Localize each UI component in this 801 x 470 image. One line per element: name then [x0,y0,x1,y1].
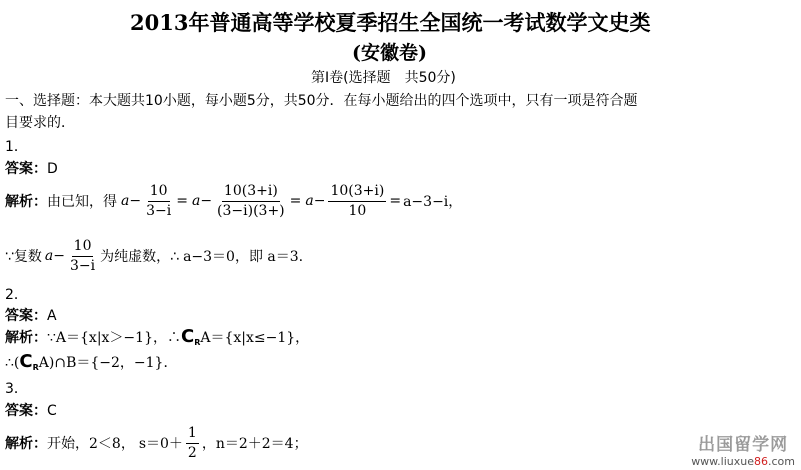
analysis-label: 解析： [5,436,47,452]
q2-answer-value: A [47,308,57,324]
q3-fraction-denominator: 2 [187,444,197,461]
q2-analysis-line-1 [5,326,309,347]
q1-minus-3: − [313,193,326,209]
q1-line2-minus: − [53,248,66,264]
complement-symbol-2: C [19,351,33,372]
q3-answer-value: C [47,403,57,419]
q1-fraction-1-numerator: 10 [148,183,170,201]
complement-subscript: R [194,338,201,347]
complement-symbol: C [180,326,195,347]
q1-minus: − [129,193,142,209]
q1-analysis-line-1 [5,178,462,224]
q1-analysis-line-2 [5,233,303,279]
q1-line2-fraction-denominator: 3−i [70,257,96,274]
volume-heading: 第Ⅰ卷(选择题 共50分) [311,70,456,86]
q3-s: s＝0＋ [138,436,183,452]
q3-number: 3． [5,381,28,397]
document-title: 2013年普通高等学校夏季招生全国统一考试数学文史类 [130,10,651,35]
q1-answer-value: D [47,161,58,177]
q1-line2-fraction [68,238,97,273]
q1-result: a−3−i， [403,194,463,210]
answer-label: 答案： [5,403,47,419]
watermark-name: 出国留学网 [698,435,789,455]
q3-pre: 开始，2＜8， [47,436,135,452]
q2-line1-text: ∵A＝{x|x＞−1}，∴ [47,330,181,346]
watermark-url-pre: www.liuxue [691,455,754,468]
q1-fraction-2 [215,183,287,218]
q1-var-a-3: a [305,193,314,209]
q1-number: 1． [5,139,28,155]
q1-var-a-2: a [191,193,201,209]
q1-var-a: a [121,193,130,209]
analysis-label: 解析： [5,330,47,346]
watermark-url-highlight: 86 [754,455,768,468]
q1-fraction-3 [328,183,386,218]
q1-fraction-3-numerator: 10(3+i) [328,183,386,201]
instruction-line-2: 目要求的． [5,115,75,131]
q1-line2-conclusion: a−3＝0，即 a＝3. [183,249,304,265]
q1-fraction-1 [144,183,173,218]
q2-analysis-line-2 [5,351,177,372]
q1-fraction-1-denominator: 3−i [146,202,172,219]
q3-fraction [186,425,199,460]
q3-fraction-numerator: 1 [186,425,199,443]
watermark-url [691,455,795,468]
q1-equals-1: = [176,193,188,209]
q1-minus-2: − [200,193,213,209]
answer-label: 答案： [5,308,47,324]
q3-post: ，n＝2＋2＝4； [201,436,308,452]
q2-line2-pre: ∴( [5,355,20,371]
analysis-label: 解析： [5,194,47,210]
q1-fraction-2-denominator: (3−i)(3+) [217,202,285,219]
q1-line2-mid: 为纯虚数，∴ [100,249,180,265]
q1-line2-fraction-numerator: 10 [72,238,94,256]
watermark-url-post: .com [768,455,795,468]
q1-equals-3: = [389,193,402,209]
q1-analysis-intro: 由已知，得 [47,194,117,210]
q1-equals-2: = [289,193,302,209]
q1-line2-intro: ∵复数 [5,249,42,265]
q1-fraction-2-numerator: 10(3+i) [222,183,280,201]
complement-subscript-2: R [32,363,39,372]
q3-analysis-line-1 [5,420,308,466]
q3-answer [5,400,57,420]
q2-line2-post: A)∩B＝{−2，−1}． [38,355,178,371]
document-subtitle: (安徽卷) [352,42,427,64]
q1-answer [5,158,58,178]
answer-label: 答案： [5,161,47,177]
watermark [691,430,795,468]
q2-number: 2． [5,287,28,303]
q2-answer [5,305,57,325]
q1-line2-var-a: a [44,248,54,264]
q2-line1-post: A＝{x|x≤−1}， [200,330,310,346]
instruction-line-1: 一、选择题：本大题共10小题，每小题5分，共50分．在每小题给出的四个选项中，只有一项是符合题 [5,93,638,109]
q1-fraction-3-denominator: 10 [348,202,367,219]
